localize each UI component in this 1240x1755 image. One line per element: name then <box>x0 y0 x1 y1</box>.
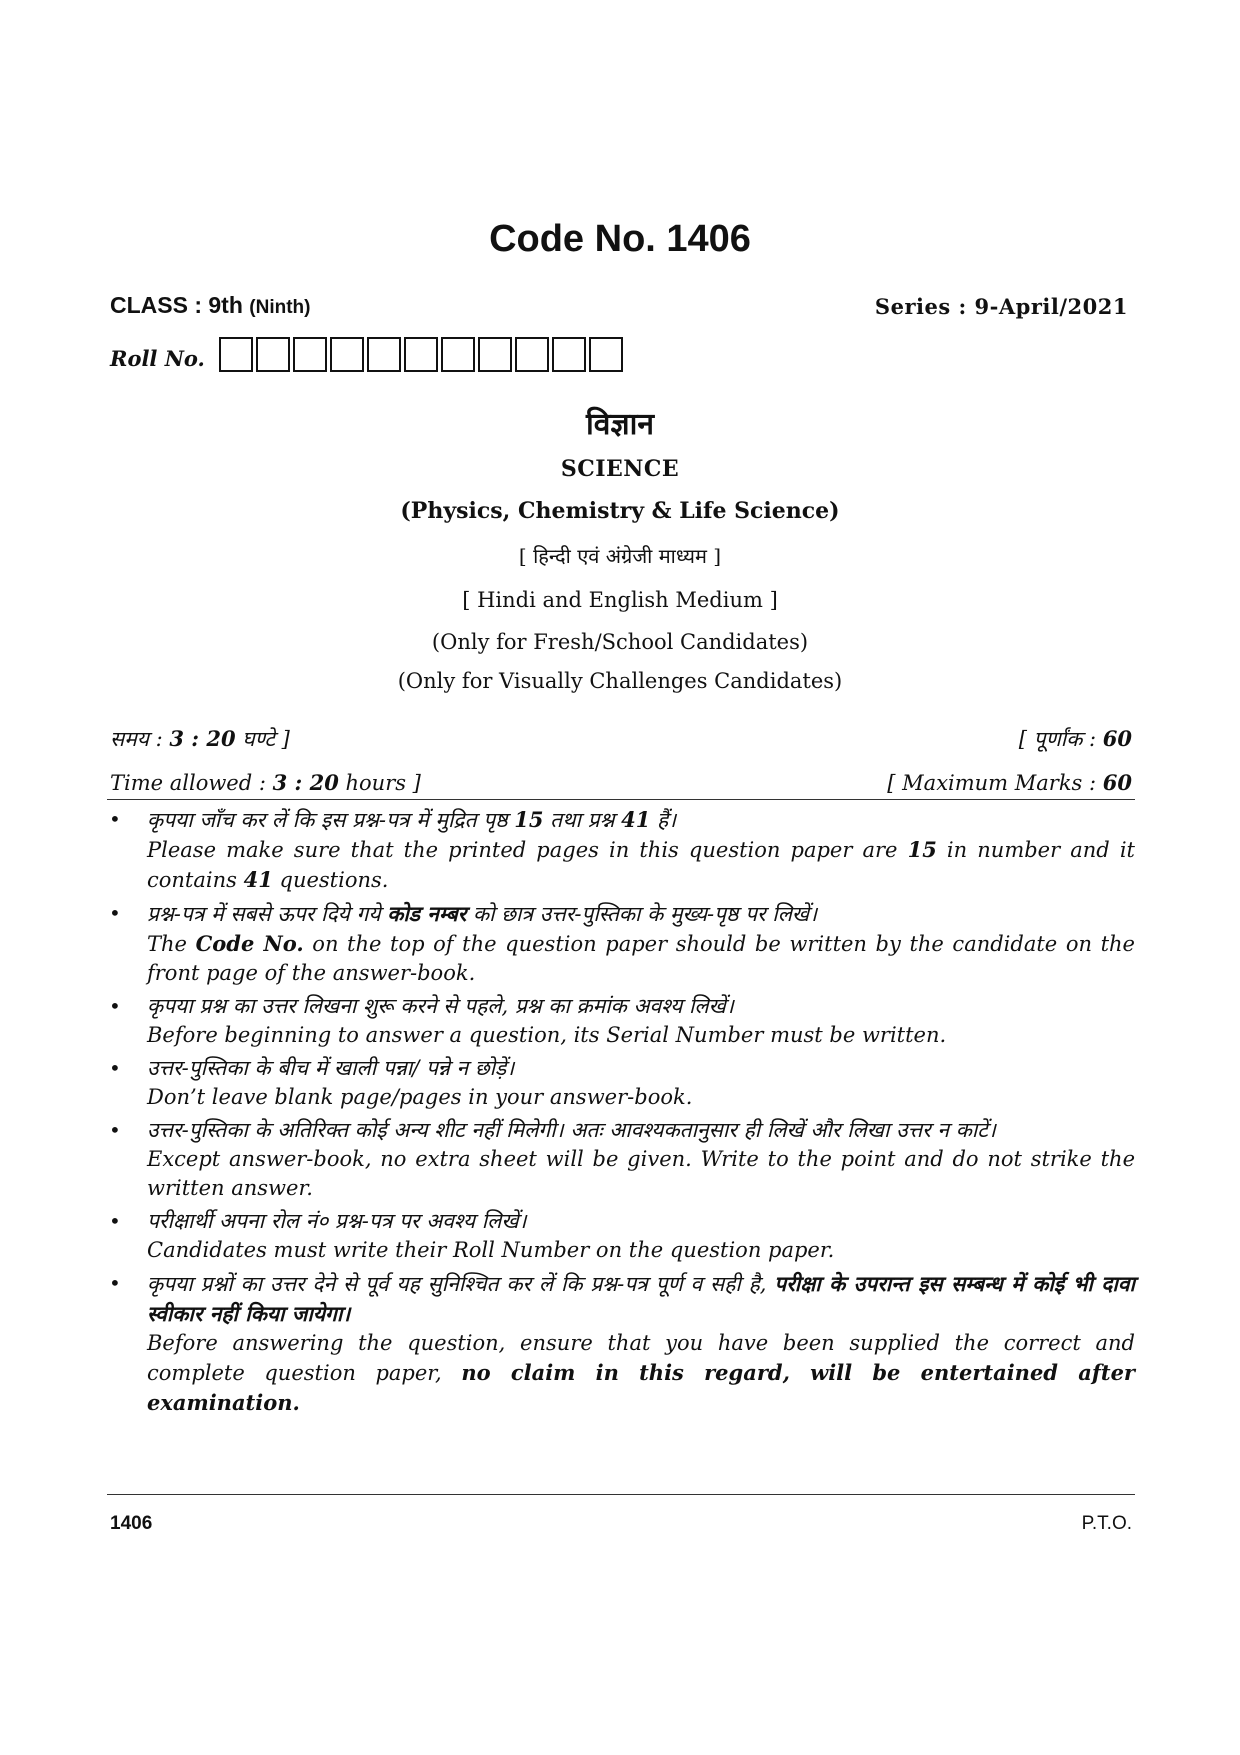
instruction-english: Don’t leave blank page/pages in your answer-book. <box>147 1085 693 1109</box>
roll-number-box[interactable] <box>293 337 327 372</box>
bullet-icon: • <box>109 1209 121 1233</box>
instruction-hindi: कृपया जाँच कर लें कि इस प्रश्न-पत्र में मुद्रित पृष्ठ 15 तथा प्रश्न 41 हैं। <box>147 807 677 832</box>
instruction-hindi: उत्तर-पुस्तिका के बीच में खाली पन्ना/ पन्ने न छोड़ें। <box>147 1056 515 1080</box>
roll-number-box[interactable] <box>441 337 475 372</box>
instruction-item <box>107 992 1135 1050</box>
instruction-hindi: परीक्षार्थी अपना रोल नं० प्रश्न-पत्र पर अवश्य लिखें। <box>147 1209 527 1233</box>
roll-number-box[interactable] <box>404 337 438 372</box>
instruction-hindi: प्रश्न-पत्र में सबसे ऊपर दिये गये कोड नम्बर को छात्र उत्तर-पुस्तिका के मुख्य-पृष्ठ पर लिखें। <box>147 901 818 926</box>
code-number-title: Code No. 1406 <box>489 218 751 260</box>
subject-branches: (Physics, Chemistry & Life Science) <box>400 498 840 524</box>
bullet-icon: • <box>109 1271 121 1295</box>
instruction-english: Candidates must write their Roll Number on the question paper. <box>147 1238 835 1262</box>
bullet-icon: • <box>109 1056 121 1080</box>
instruction-english: Except answer-book, no extra sheet will be given. Write to the point and do not strike the written answer. <box>147 1147 1135 1200</box>
time-english-value: 3 : 20 <box>272 770 339 795</box>
roll-number-box[interactable] <box>478 337 512 372</box>
bullet-icon: • <box>109 994 121 1018</box>
instruction-item <box>107 1207 1135 1265</box>
instruction-hindi: कृपया प्रश्नों का उत्तर देने से पूर्व यह सुनिश्चित कर लें कि प्रश्न-पत्र पूर्ण व सही है, परीक्षा के उपरान्त इस सम्बन्ध में कोई भी दावा स्वीकार नहीं किया जायेगा। <box>147 1271 1135 1326</box>
time-hindi-value: 3 : 20 <box>169 726 236 751</box>
footer-code: 1406 <box>110 1513 153 1534</box>
instruction-hindi: कृपया प्रश्न का उत्तर लिखना शुरू करने से पहले, प्रश्न का क्रमांक अवश्य लिखें। <box>147 994 734 1018</box>
roll-number-box[interactable] <box>552 337 586 372</box>
hindi-subject-title: विज्ञान <box>585 407 655 442</box>
roll-number-boxes[interactable] <box>219 337 626 372</box>
roll-number-box[interactable] <box>256 337 290 372</box>
marks-english-value: 60 <box>1102 770 1132 795</box>
roll-number-box[interactable] <box>367 337 401 372</box>
bullet-icon: • <box>109 901 121 925</box>
instruction-item <box>107 899 1135 988</box>
marks-english-label: [ Maximum Marks : <box>887 771 1103 795</box>
instruction-hindi: उत्तर-पुस्तिका के अतिरिक्त कोई अन्य शीट नहीं मिलेगी। अतः आवश्यकतानुसार ही लिखें और लिखा उत्तर न काटें। <box>147 1118 996 1142</box>
footer-pto: P.T.O. <box>1081 1513 1132 1534</box>
time-english <box>110 770 421 795</box>
marks-english <box>887 770 1132 795</box>
class-text: CLASS : 9th <box>110 292 243 318</box>
divider-bottom <box>107 1494 1135 1495</box>
class-label <box>110 292 310 319</box>
instruction-english: Before beginning to answer a question, its Serial Number must be written. <box>147 1023 947 1047</box>
instruction-item <box>107 1116 1135 1203</box>
medium-english: [ Hindi and English Medium ] <box>462 588 778 612</box>
instruction-english: Please make sure that the printed pages in this question paper are 15 in number and it contains 41 questions. <box>147 837 1135 892</box>
time-hindi <box>110 725 290 753</box>
time-hindi-unit: घण्टे ] <box>235 727 290 751</box>
roll-number-box[interactable] <box>330 337 364 372</box>
bullet-icon: • <box>109 807 121 831</box>
marks-hindi-value: 60 <box>1102 726 1132 751</box>
instruction-english: Before answering the question, ensure that you have been supplied the correct and complete question paper, no claim in this regard, will be entertained after examination. <box>147 1331 1135 1415</box>
time-english-label: Time allowed : <box>110 771 273 795</box>
medium-hindi: [ हिन्दी एवं अंग्रेजी माध्यम ] <box>518 544 722 568</box>
instruction-item <box>107 1269 1135 1418</box>
candidate-note-visual: (Only for Visually Challenges Candidates) <box>397 669 843 693</box>
roll-number-box[interactable] <box>589 337 623 372</box>
instruction-english: The Code No. on the top of the question paper should be written by the candidate on the front page of the answer-book. <box>147 931 1135 985</box>
marks-hindi-label: [ पूर्णांक : <box>1018 727 1103 751</box>
instruction-item <box>107 1054 1135 1112</box>
class-note: (Ninth) <box>249 297 311 318</box>
time-english-unit: hours ] <box>338 771 421 795</box>
series-label: Series : 9-April/2021 <box>874 294 1128 319</box>
subject-title: SCIENCE <box>560 456 680 482</box>
time-hindi-label: समय : <box>110 727 170 751</box>
roll-number-box[interactable] <box>515 337 549 372</box>
divider-top <box>107 799 1135 800</box>
instruction-item <box>107 805 1135 895</box>
marks-hindi <box>1019 725 1132 753</box>
candidate-note-fresh: (Only for Fresh/School Candidates) <box>431 630 809 654</box>
roll-number-label: Roll No. <box>110 346 205 371</box>
roll-number-box[interactable] <box>219 337 253 372</box>
bullet-icon: • <box>109 1118 121 1142</box>
instructions-list <box>107 805 1135 1422</box>
